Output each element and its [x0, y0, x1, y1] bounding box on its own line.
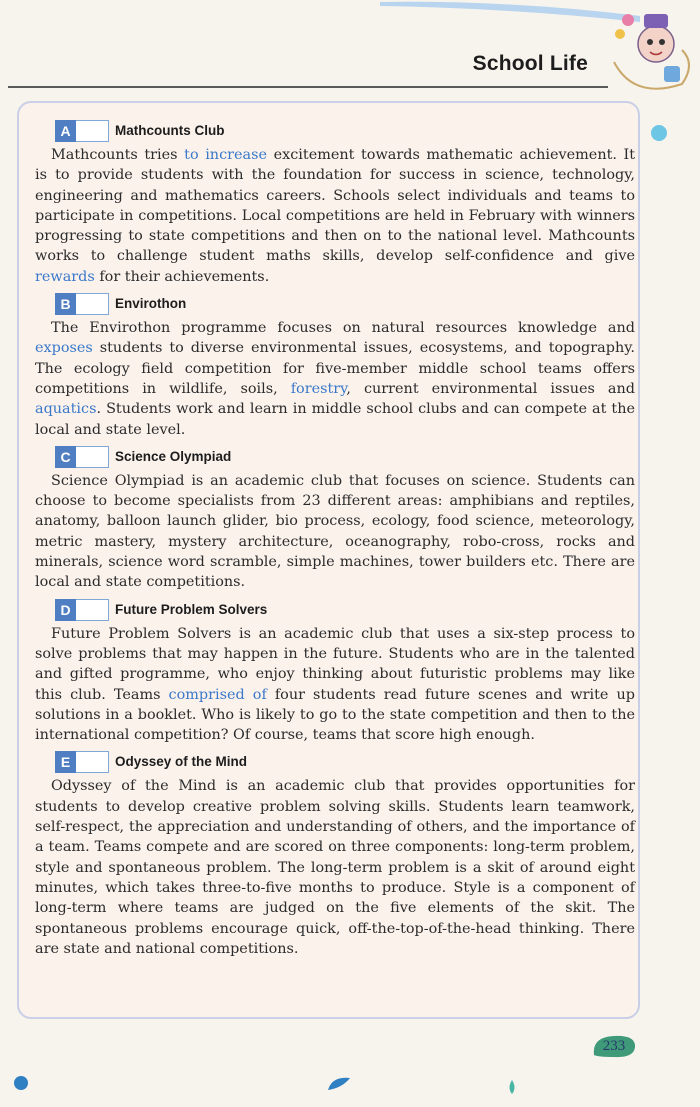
page-number: 233 [602, 1038, 626, 1054]
paragraph-text: four students read future scenes and write up solutions in a booklet. Who is likely to go to the state competition and then to the international competition? Of course, teams that score high enough. [35, 686, 635, 744]
header-divider [8, 86, 608, 88]
decorative-dot-icon [648, 122, 670, 144]
section-letter-badge [55, 120, 109, 142]
paragraph-text: Science Olympiad is an academic club that focuses on science. Students can choose to become specialists from 23 different areas: amphibians and reptiles, anatomy, balloon launch glider, bio process, ecology, food science, meteorology, metric mastery, mystery architecture, oceanography, robo-cross, rocks and minerals, science word scramble, simple machines, tower builders etc. There are local and state competitions. [35, 472, 635, 591]
section-letter: B [55, 293, 76, 315]
paragraph-text: . Students work and learn in middle school clubs and can compete at the local and state level. [35, 401, 635, 438]
section-letter: D [55, 599, 76, 621]
paragraph-text: The Envirothon programme focuses on natural resources knowledge and [51, 320, 635, 337]
highlighted-vocabulary: forestry [290, 380, 347, 397]
section-paragraph [35, 145, 635, 287]
section-title: Mathcounts Club [115, 123, 225, 138]
paragraph-text: , current environmental issues and [346, 380, 635, 397]
section-letter-badge [55, 751, 109, 773]
page-number-badge [590, 1033, 638, 1059]
section-paragraph [35, 624, 635, 746]
paragraph-text: Mathcounts tries [51, 147, 185, 163]
section-letter-badge [55, 599, 109, 621]
mascot-illustration [604, 4, 694, 100]
section-title: Future Problem Solvers [115, 601, 268, 617]
section-letter: A [55, 120, 76, 142]
decorative-leaf-icon [505, 1078, 519, 1096]
section-header-a [35, 120, 635, 142]
paragraph-text: Odyssey of the Mind is an academic club that provides opportunities for students to develop creative problem solving skills. Students learn teamwork, self-respect, the appreciation and understanding of others, and the importance of a team. Teams compete and are scored on three components: long-term problem, style and spontaneous problem. The long-term problem is a skit of around eight minutes, which takes three-to-five months to produce. Style is a component of long-term where teams are judged on the five elements of the skit. The spontaneous problems encourage quick, off-the-top-of-the-head thinking. There are state and national competitions. [35, 778, 635, 957]
highlighted-vocabulary: rewards [35, 268, 95, 285]
highlighted-vocabulary: aquatics [35, 401, 97, 418]
top-swoosh-decoration [380, 0, 640, 22]
section-title: Envirothon [115, 296, 187, 312]
section-letter-badge [55, 446, 109, 468]
paragraph-text: excitement towards mathematic achievement. It is to provide students with the foundation for success in science, technology, engineering and mathematics careers. Schools select individuals and teams to participate in competitions. Local competitions are held in February with winners progressing to state competitions and then on to the national level. Mathcounts works to challenge student maths skills, develop self-confidence and give [35, 147, 636, 265]
decorative-leaf-icon [326, 1074, 352, 1094]
section-title: Odyssey of the Mind [115, 754, 248, 770]
section-letter: E [55, 751, 76, 773]
page-header-title: School Life [472, 52, 588, 75]
section-title: Science Olympiad [115, 448, 232, 464]
section-paragraph [35, 318, 635, 440]
section-header-d [35, 599, 635, 621]
highlighted-vocabulary: to increase [184, 147, 268, 163]
section-letter-badge [55, 293, 109, 315]
section-header-b [35, 293, 635, 315]
paragraph-text: Future Problem Solvers is an academic club that uses a six-step process to solve problems that may happen in the future. Students who are in the talented and gifted programme, who enjoy thinking about futuristic problems may like this club. Teams [35, 625, 635, 703]
section-letter: C [55, 446, 76, 468]
highlighted-vocabulary: exposes [35, 340, 93, 357]
section-paragraph [35, 471, 635, 593]
section-paragraph [35, 776, 635, 959]
decorative-dot-icon [12, 1074, 30, 1092]
section-header-e [35, 751, 635, 773]
section-header-c [35, 446, 635, 468]
paragraph-text: for their achievements. [94, 268, 270, 285]
paragraph-text: students to diverse environmental issues, ecosystems, and topography. The ecology field competition for five-member middle school teams offers competitions in wildlife, soils, [35, 340, 635, 397]
article-content [35, 120, 635, 965]
highlighted-vocabulary: comprised of [168, 686, 267, 703]
